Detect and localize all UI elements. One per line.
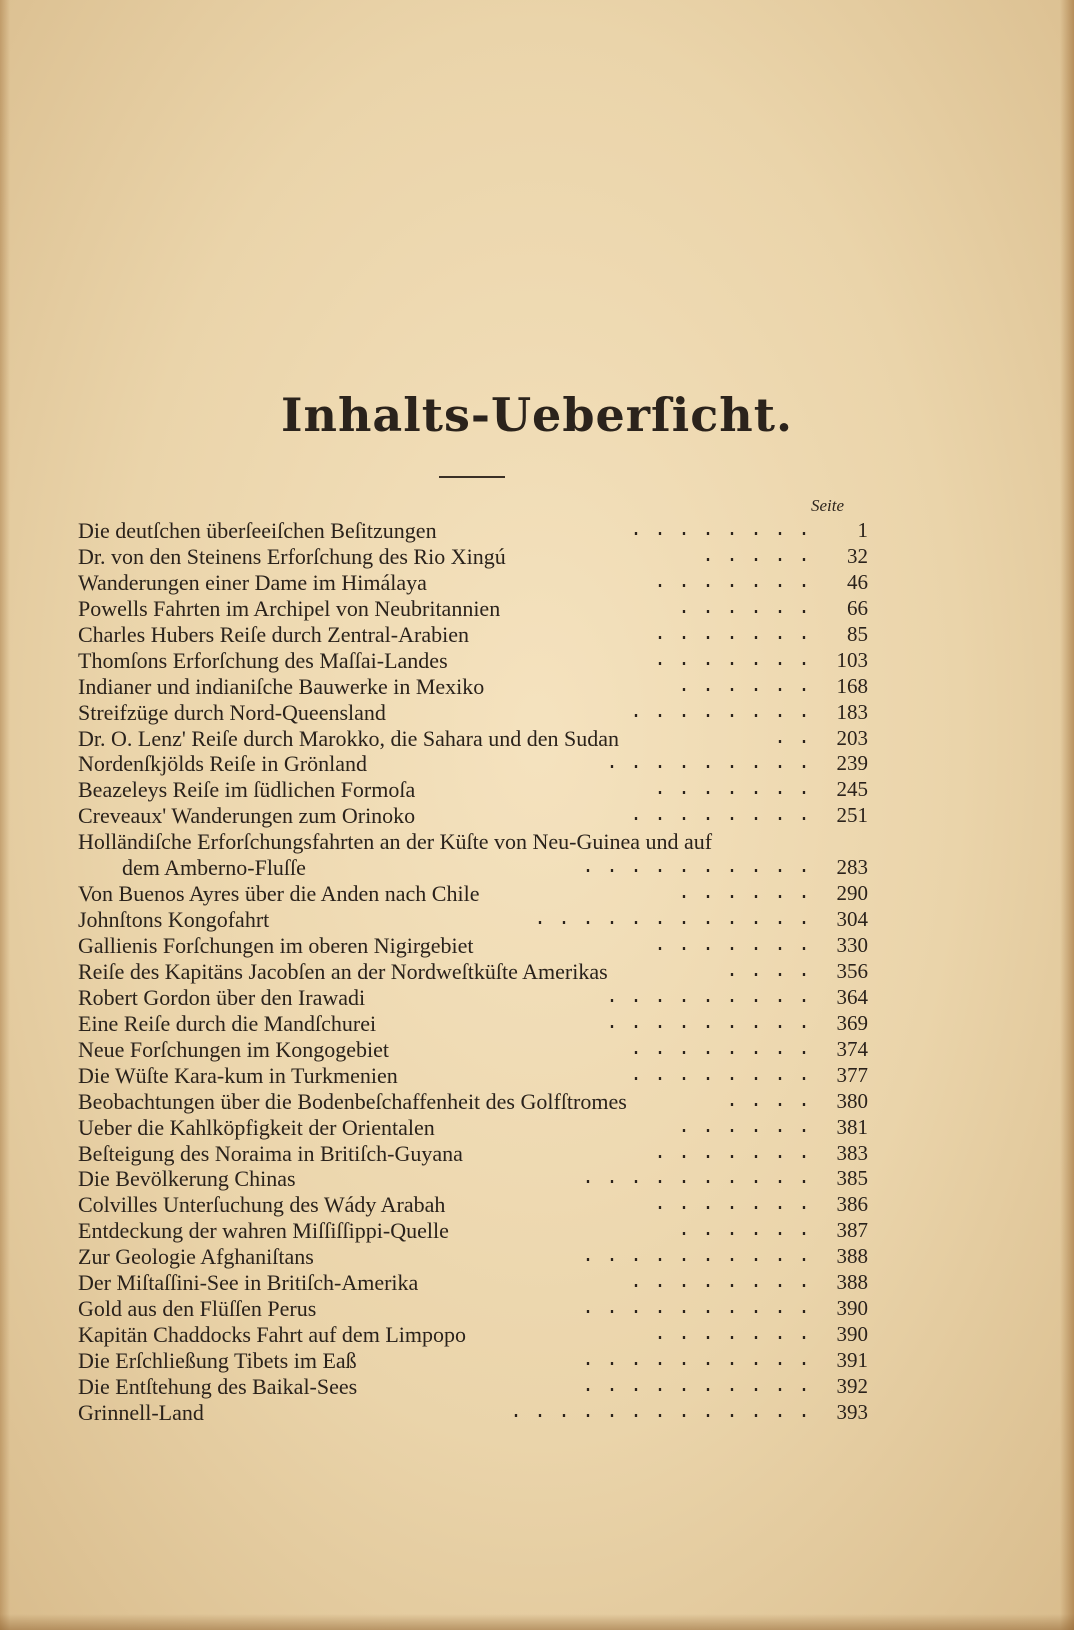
toc-entry-title: dem Amberno-Fluſſe <box>122 855 306 881</box>
toc-entry-leader-dots: . . . . . . . . <box>629 519 810 542</box>
toc-entry-title: Creveaux' Wanderungen zum Orinoko <box>78 803 416 829</box>
toc-entry-title: Von Buenos Ayres über die Anden nach Chile <box>78 881 480 907</box>
toc-entry-leader-dots: . . . . . . . <box>653 1193 810 1217</box>
toc-entry-page-number: 290 <box>836 881 868 906</box>
toc-entry-page-number: 388 <box>836 1270 868 1295</box>
toc-entry <box>78 933 868 959</box>
page-title: Inhalts-Ueberſicht. <box>281 388 793 442</box>
toc-entry-leader-dots: . . . . . . . . . . <box>581 856 810 880</box>
toc-entry <box>78 907 868 933</box>
toc-entry-leader-dots: . . . . . <box>701 544 810 568</box>
toc-entry-leader-dots: . . . . . . . <box>653 648 810 672</box>
toc-entry-page-number: 304 <box>836 907 868 932</box>
toc-entry <box>78 1244 868 1270</box>
toc-entry-page-number: 356 <box>836 958 868 983</box>
toc-entry-title: Die Erſchließung Tibets im Eaß <box>78 1348 357 1373</box>
toc-entry-title: Gold aus den Flüſſen Perus <box>78 1296 317 1322</box>
toc-entry-leader-dots: . . <box>773 726 810 750</box>
toc-entry <box>78 648 868 674</box>
toc-entry-leader-dots: . . . . . . . . . <box>605 752 810 776</box>
toc-entry-title: Charles Hubers Reiſe durch Zentral-Arabien <box>78 621 469 647</box>
toc-entry-page-number: 390 <box>836 1322 868 1347</box>
toc-entry-page-number: 103 <box>836 647 868 672</box>
toc-entry-title: Holländiſche Erforſchungsfahrten an der Küſte von Neu-Guinea und auf <box>78 829 713 855</box>
toc-entry-title: Gallienis Forſchungen im oberen Nigirgebiet <box>78 933 474 958</box>
toc-entry-page-number: 383 <box>836 1140 868 1165</box>
toc-entry-page-number: 85 <box>847 621 868 646</box>
toc-entry-title: Die Bevölkerung Chinas <box>78 1166 296 1192</box>
toc-entry-page-number: 32 <box>847 543 868 568</box>
toc-entry-page-number: 203 <box>836 725 868 750</box>
toc-entry-page-number: 386 <box>836 1192 868 1217</box>
toc-entry <box>78 726 868 752</box>
toc-entry <box>78 1296 868 1322</box>
toc-entry-leader-dots: . . . . <box>725 1089 810 1113</box>
toc-entry <box>78 1089 868 1115</box>
toc-entry-page-number: 168 <box>836 673 868 698</box>
toc-entry-title: Die Wüſte Kara-kum in Turkmenien <box>78 1062 398 1088</box>
toc-entry-title: Powells Fahrten im Archipel von Neubritannien <box>78 595 501 621</box>
toc-entry <box>78 1166 868 1192</box>
title-rule <box>439 476 505 478</box>
toc-entry-leader-dots: . . . . <box>725 959 810 983</box>
toc-entry <box>78 1218 868 1244</box>
toc-entry <box>78 1037 868 1063</box>
toc-entry-leader-dots: . . . . . . . . <box>629 1063 810 1087</box>
toc-entry-title: Zur Geologie Afghaniſtans <box>78 1244 314 1270</box>
toc-entry-page-number: 387 <box>836 1218 868 1243</box>
table-of-contents <box>78 518 868 1426</box>
page-shadow-left <box>0 0 10 1630</box>
toc-entry-page-number: 46 <box>847 569 868 594</box>
toc-entry <box>78 622 868 648</box>
toc-entry-page-number: 391 <box>836 1348 868 1372</box>
toc-entry <box>78 1192 868 1218</box>
toc-entry-leader-dots: . . . . . . . . . <box>605 1011 810 1035</box>
toc-entry-leader-dots: . . . . . . <box>677 1115 810 1139</box>
toc-entry-title: Dr. O. Lenz' Reiſe durch Marokko, die Sahara und den Sudan <box>78 725 619 751</box>
toc-entry-page-number: 364 <box>836 984 868 1009</box>
toc-entry-page-number: 385 <box>836 1166 868 1191</box>
toc-entry-leader-dots: . . . . . . . <box>653 1141 810 1165</box>
page-column-header: Seite <box>811 496 845 515</box>
toc-entry-title: Wanderungen einer Dame im Himálaya <box>78 569 427 595</box>
toc-entry <box>78 959 868 985</box>
toc-entry-page-number: 1 <box>857 518 868 542</box>
toc-entry-page-number: 369 <box>836 1010 868 1035</box>
toc-entry <box>78 803 868 829</box>
toc-entry-title: Die deutſchen überſeeiſchen Beſitzungen <box>78 518 437 543</box>
toc-entry-leader-dots: . . . . . . . . <box>629 1271 810 1295</box>
toc-entry-leader-dots: . . . . . . <box>677 596 810 620</box>
toc-entry-page-number: 66 <box>847 595 868 620</box>
toc-entry-leader-dots: . . . . . . . . . . <box>581 1297 810 1321</box>
toc-entry <box>78 751 868 777</box>
toc-entry-page-number: 283 <box>836 855 868 880</box>
toc-entry-page-number: 330 <box>836 933 868 957</box>
toc-entry-title: Beazeleys Reiſe im ſüdlichen Formoſa <box>78 777 416 803</box>
toc-entry <box>78 596 868 622</box>
toc-entry <box>78 1374 868 1400</box>
toc-entry-title: Indianer und indianiſche Bauwerke in Mexiko <box>78 673 485 699</box>
toc-entry-leader-dots: . . . . . . <box>677 1219 810 1243</box>
page-shadow-right <box>1060 0 1074 1630</box>
toc-entry-leader-dots: . . . . . . . . . . <box>581 1374 810 1398</box>
toc-entry-leader-dots: . . . . . . . . . . <box>581 1245 810 1269</box>
toc-entry <box>78 1322 868 1348</box>
toc-entry <box>78 1115 868 1141</box>
toc-entry-title: Kapitän Chaddocks Fahrt auf dem Limpopo <box>78 1322 466 1348</box>
toc-entry-leader-dots: . . . . . . . . . <box>605 985 810 1009</box>
toc-entry-leader-dots: . . . . . . . . . . <box>581 1167 810 1191</box>
toc-entry-leader-dots: . . . . . . . . <box>629 804 810 828</box>
toc-entry-page-number: 392 <box>836 1373 868 1398</box>
toc-entry-title: Neue Forſchungen im Kongogebiet <box>78 1036 389 1062</box>
toc-entry <box>78 544 868 570</box>
toc-entry-leader-dots: . . . . . . . <box>653 778 810 802</box>
toc-entry-leader-dots: . . . . . . . . <box>629 700 810 724</box>
toc-entry <box>78 700 868 726</box>
toc-entry <box>78 1270 868 1296</box>
toc-entry-page-number: 245 <box>836 777 868 802</box>
toc-entry-title: Die Entſtehung des Baikal-Sees <box>78 1373 358 1399</box>
toc-entry-leader-dots: . . . . . . . <box>653 1323 810 1347</box>
toc-entry-page-number: 374 <box>836 1036 868 1061</box>
toc-entry-leader-dots: . . . . . . . . . . . . <box>533 908 810 932</box>
toc-entry-leader-dots: . . . . . . <box>677 674 810 698</box>
toc-entry-page-number: 381 <box>836 1114 868 1139</box>
toc-entry-leader-dots: . . . . . . . . <box>629 1037 810 1061</box>
toc-entry <box>78 1011 868 1037</box>
toc-entry-page-number: 380 <box>836 1088 868 1113</box>
toc-entry-page-number: 239 <box>836 751 868 776</box>
toc-entry <box>78 1348 868 1374</box>
toc-entry-title: Colvilles Unterſuchung des Wády Arabah <box>78 1192 446 1218</box>
toc-entry <box>78 881 868 907</box>
toc-entry-page-number: 393 <box>836 1399 868 1424</box>
toc-entry-leader-dots: . . . . . . <box>677 882 810 906</box>
toc-entry <box>78 777 868 803</box>
toc-entry-leader-dots: . . . . . . . <box>653 570 810 594</box>
toc-entry <box>78 674 868 700</box>
toc-entry <box>78 855 868 881</box>
toc-entry-leader-dots: . . . . . . . . . . . . . <box>509 1400 810 1424</box>
toc-entry <box>78 1400 868 1426</box>
toc-entry-title: Ueber die Kahlköpfigkeit der Orientalen <box>78 1114 435 1140</box>
toc-entry-title: Reiſe des Kapitäns Jacobſen an der Nordweſtküſte Amerikas <box>78 958 608 984</box>
toc-entry-leader-dots: . . . . . . . . . . <box>581 1349 810 1372</box>
toc-entry-title: Streifzüge durch Nord-Queensland <box>78 699 386 725</box>
toc-entry-title: Entdeckung der wahren Miſſiſſippi-Quelle <box>78 1218 449 1244</box>
toc-entry-title: Eine Reiſe durch die Mandſchurei <box>78 1010 377 1036</box>
page-shadow-bottom <box>0 1614 1074 1630</box>
toc-entry-leader-dots: . . . . . . . <box>653 622 810 646</box>
toc-entry-page-number: 183 <box>836 699 868 724</box>
toc-entry <box>78 829 868 855</box>
toc-entry <box>78 570 868 596</box>
toc-entry-page-number: 390 <box>836 1296 868 1321</box>
toc-entry-title: Beobachtungen über die Bodenbeſchaffenheit des Golfſtromes <box>78 1088 627 1114</box>
toc-entry-page-number: 377 <box>836 1062 868 1087</box>
toc-entry <box>78 1141 868 1167</box>
toc-entry-title: Dr. von den Steinens Erforſchung des Rio Xingú <box>78 543 506 569</box>
toc-entry-title: Robert Gordon über den Irawadi <box>78 984 366 1010</box>
toc-entry-title: Beſteigung des Noraima in Britiſch-Guyana <box>78 1140 463 1166</box>
toc-entry-title: Thomſons Erforſchung des Maſſai-Landes <box>78 647 448 673</box>
toc-entry-leader-dots: . . . . . . . <box>653 934 810 957</box>
toc-entry-page-number: 251 <box>836 803 868 828</box>
toc-entry <box>78 1063 868 1089</box>
toc-entry <box>78 518 868 544</box>
toc-entry-title: Johnſtons Kongofahrt <box>78 907 270 933</box>
toc-entry-page-number: 388 <box>836 1244 868 1269</box>
toc-entry <box>78 985 868 1011</box>
toc-entry-title: Grinnell-Land <box>78 1399 204 1425</box>
toc-entry-title: Der Miſtaſſini-See in Britiſch-Amerika <box>78 1270 419 1296</box>
toc-entry-title: Nordenſkjölds Reiſe in Grönland <box>78 751 368 777</box>
